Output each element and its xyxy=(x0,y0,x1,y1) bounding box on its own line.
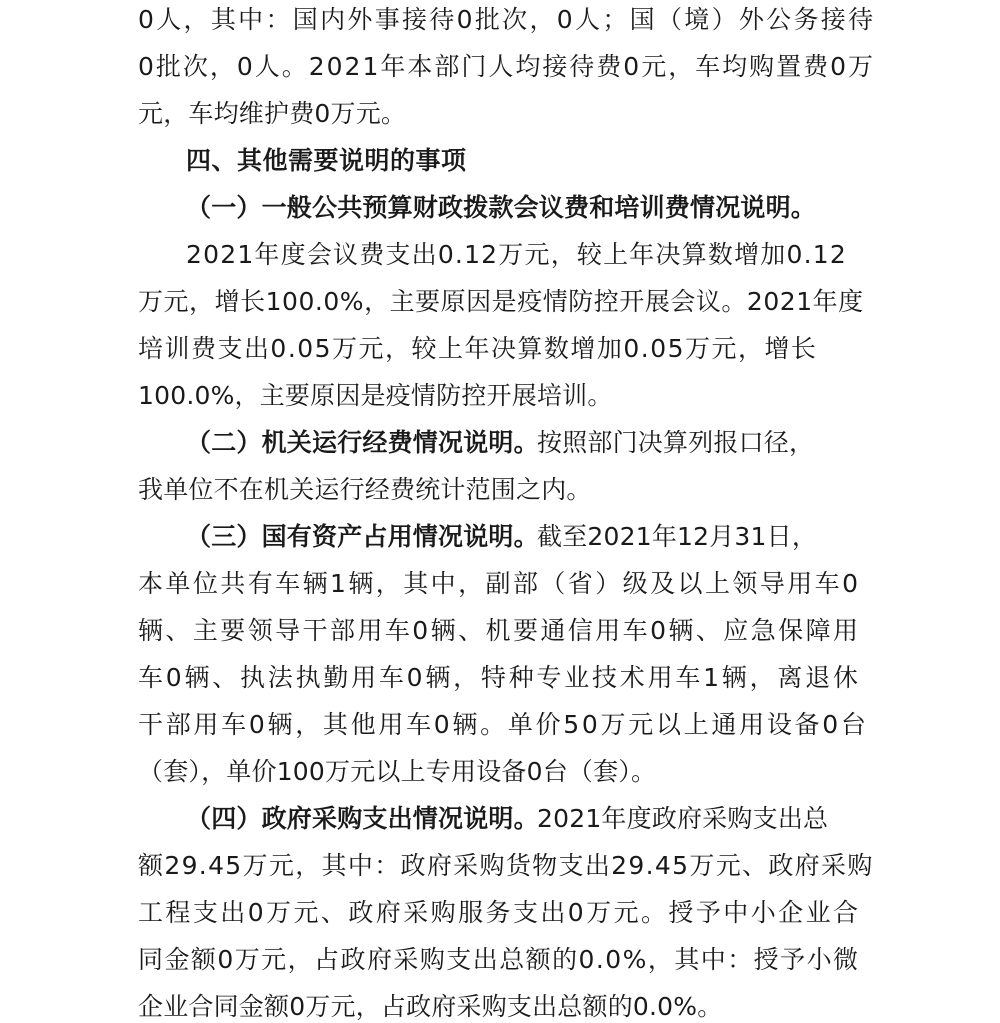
paragraph-line: 2021年度会议费支出0.12万元，较上年决算数增加0.12 xyxy=(186,240,847,269)
subsection-heading: （二）机关运行经费情况说明。 xyxy=(186,428,539,457)
paragraph-line: 2021年度政府采购支出总 xyxy=(537,804,829,833)
subsection-heading: （一）一般公共预算财政拨款会议费和培训费情况说明。 xyxy=(186,193,817,222)
paragraph-line: 干部用车0辆，其他用车0辆。单价50万元以上通用设备0台 xyxy=(138,710,869,739)
paragraph-line: 万元，增长100.0%，主要原因是疫情防控开展会议。2021年度 xyxy=(138,287,864,316)
paragraph-line: 培训费支出0.05万元，较上年决算数增加0.05万元，增长 xyxy=(138,334,818,363)
paragraph-line: （套），单价100万元以上专用设备0台（套）。 xyxy=(138,757,657,786)
paragraph-line: 额29.45万元，其中：政府采购货物支出29.45万元、政府采购 xyxy=(138,851,874,880)
paragraph-line: 车0辆、执法执勤用车0辆，特种专业技术用车1辆，离退休 xyxy=(138,663,861,692)
paragraph-line: 0人，其中：国内外事接待0批次，0人；国（境）外公务接待 xyxy=(138,5,876,34)
paragraph-line: 按照部门决算列报口径， xyxy=(537,428,815,457)
subsection-heading: （四）政府采购支出情况说明。 xyxy=(186,804,539,833)
section-heading: 四、其他需要说明的事项 xyxy=(186,146,467,175)
paragraph-line: 我单位不在机关运行经费统计范围之内。 xyxy=(138,475,592,504)
paragraph-line: 本单位共有车辆1辆，其中，副部（省）级及以上领导用车0 xyxy=(138,569,861,598)
subsection-heading: （三）国有资产占用情况说明。 xyxy=(186,522,539,551)
paragraph-line: 企业合同金额0万元，占政府采购支出总额的0.0%。 xyxy=(138,992,723,1021)
paragraph-line: 工程支出0万元、政府采购服务支出0万元。授予中小企业合 xyxy=(138,898,861,927)
paragraph-line: 0批次，0人。2021年本部门人均接待费0元，车均购置费0万 xyxy=(138,52,876,81)
paragraph-line: 元，车均维护费0万元。 xyxy=(138,99,407,128)
paragraph-line: 截至2021年12月31日， xyxy=(537,522,818,551)
paragraph-line: 100.0%，主要原因是疫情防控开展培训。 xyxy=(138,381,613,410)
paragraph-line: 辆、主要领导干部用车0辆、机要通信用车0辆、应急保障用 xyxy=(138,616,861,645)
paragraph-line: 同金额0万元，占政府采购支出总额的0.0%，其中：授予小微 xyxy=(138,945,860,974)
